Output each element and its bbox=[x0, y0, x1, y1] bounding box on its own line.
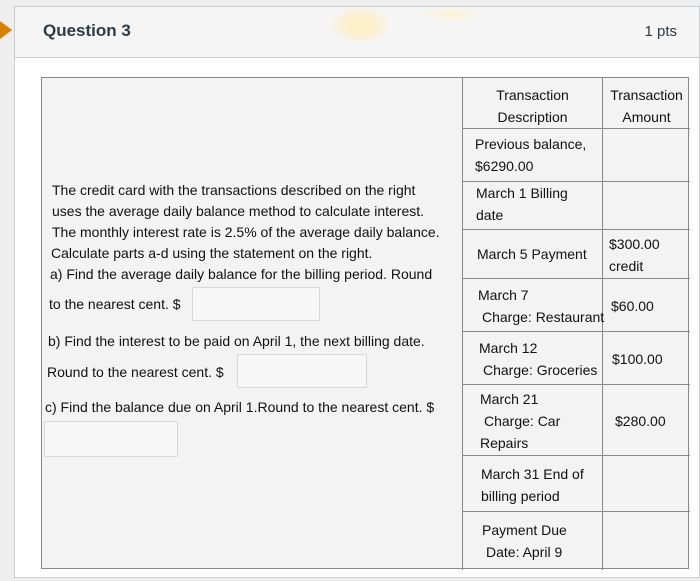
table-divider bbox=[462, 278, 690, 279]
question-b-text: Round to the nearest cent. $ bbox=[47, 364, 224, 380]
question-header bbox=[15, 7, 699, 58]
header-amount-line: Transaction bbox=[610, 87, 683, 103]
table-header bbox=[603, 84, 690, 128]
row-description: March 12 bbox=[479, 340, 538, 356]
row-amount-value: $300.00 bbox=[609, 236, 660, 252]
row-description: Previous balance, bbox=[475, 136, 587, 152]
header-amount-line: Amount bbox=[622, 109, 671, 125]
row-description: March 1 Billing bbox=[476, 185, 568, 201]
row-amount-value: $60.00 bbox=[611, 298, 654, 314]
table-row bbox=[476, 182, 568, 226]
row-description: billing period bbox=[481, 488, 560, 504]
header-desc-line: Description bbox=[497, 109, 568, 125]
row-description: Charge: Restaurant bbox=[482, 309, 605, 325]
question-a-text: a) Find the average daily balance for the billing period. Round bbox=[50, 266, 433, 282]
table-row bbox=[480, 388, 560, 454]
answer-b-input[interactable] bbox=[237, 354, 367, 388]
question-card bbox=[14, 6, 700, 578]
row-amount bbox=[615, 410, 666, 432]
table-divider bbox=[462, 229, 690, 230]
table-divider bbox=[462, 128, 690, 129]
intro-line: The credit card with the transactions described on the right bbox=[52, 182, 416, 198]
table-row bbox=[482, 519, 567, 563]
row-description: Charge: Car bbox=[484, 413, 561, 429]
row-description: Date: April 9 bbox=[486, 544, 563, 560]
row-amount-note: credit bbox=[609, 258, 644, 274]
question-title: Question 3 bbox=[43, 21, 131, 40]
table-row bbox=[481, 463, 584, 507]
question-a-text: to the nearest cent. $ bbox=[49, 296, 181, 312]
question-flag-icon bbox=[0, 21, 12, 39]
row-description: $6290.00 bbox=[475, 158, 534, 174]
question-c-text: c) Find the balance due on April 1.Round to the nearest cent. $ bbox=[45, 399, 435, 415]
row-description: March 7 bbox=[478, 287, 529, 303]
row-amount-value: $100.00 bbox=[612, 351, 663, 367]
table-header bbox=[463, 84, 602, 128]
light-glare bbox=[330, 7, 390, 43]
question-b-text: b) Find the interest to be paid on April 1, the next billing date. bbox=[48, 333, 425, 349]
row-description: Payment Due bbox=[482, 522, 567, 538]
statement-table bbox=[41, 77, 689, 569]
table-divider bbox=[462, 384, 690, 385]
row-description: March 21 bbox=[480, 391, 539, 407]
row-description: March 5 Payment bbox=[477, 246, 587, 262]
header-desc-line: Transaction bbox=[496, 87, 569, 103]
intro-line: Calculate parts a-d using the statement on the right. bbox=[51, 245, 373, 261]
table-divider bbox=[462, 78, 463, 570]
row-description: date bbox=[476, 207, 504, 223]
light-glare bbox=[420, 7, 480, 21]
intro-line: uses the average daily balance method to calculate interest. bbox=[52, 203, 425, 219]
row-description: Charge: Groceries bbox=[483, 362, 598, 378]
table-divider bbox=[462, 455, 690, 456]
intro-line: The monthly interest rate is 2.5% of the average daily balance. bbox=[52, 224, 440, 240]
table-row bbox=[478, 284, 604, 328]
row-amount bbox=[612, 348, 663, 370]
row-amount-value: $280.00 bbox=[615, 413, 666, 429]
row-description: March 31 End of bbox=[481, 466, 584, 482]
row-description: Repairs bbox=[480, 435, 529, 451]
table-divider bbox=[462, 511, 690, 512]
question-points: 1 pts bbox=[644, 23, 677, 40]
table-row bbox=[479, 337, 597, 381]
answer-c-input[interactable] bbox=[44, 421, 178, 457]
row-amount bbox=[611, 295, 654, 317]
table-divider bbox=[462, 331, 690, 332]
table-row bbox=[477, 243, 587, 265]
row-amount bbox=[609, 233, 660, 277]
answer-a-input[interactable] bbox=[192, 287, 320, 321]
table-row bbox=[475, 133, 586, 177]
